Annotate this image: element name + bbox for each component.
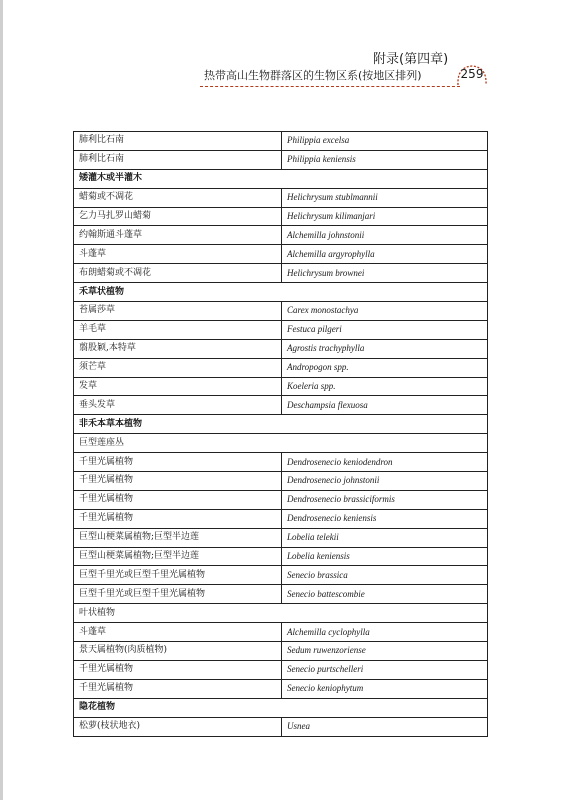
latin-name-cell: Andropogon spp. (282, 358, 488, 377)
latin-name-cell: Alchemilla argyrophylla (282, 245, 488, 264)
chinese-name-cell: 翦股颖,本特草 (74, 339, 282, 358)
chinese-name-cell: 巨型山梗菜属植物;巨型半边莲 (74, 547, 282, 566)
latin-name-cell: Dendrosenecio brassiciformis (282, 490, 488, 509)
table-row (74, 320, 488, 339)
table-row (74, 623, 488, 642)
latin-name-cell: Senecio keniophytum (282, 679, 488, 698)
table-row (74, 717, 488, 736)
latin-name-cell: Philippia keniensis (282, 150, 488, 169)
chinese-name-cell: 景天属植物(肉质植物) (74, 642, 282, 661)
chinese-name-cell: 发草 (74, 377, 282, 396)
page-number-badge (455, 63, 489, 91)
latin-name-cell: Sedum ruwenzoriense (282, 642, 488, 661)
latin-name-cell: Lobelia telekii (282, 528, 488, 547)
chinese-name-cell: 千里光属植物 (74, 679, 282, 698)
chinese-name-cell: 斗蓬草 (74, 623, 282, 642)
chinese-name-cell: 垂头发草 (74, 396, 282, 415)
latin-name-cell: Koeleria spp. (282, 377, 488, 396)
table-row (74, 226, 488, 245)
latin-name-cell: Lobelia keniensis (282, 547, 488, 566)
latin-name-cell: Senecio battescombie (282, 585, 488, 604)
table-row (74, 642, 488, 661)
latin-name-cell: Philippia excelsa (282, 132, 488, 151)
chinese-name-cell: 千里光属植物 (74, 453, 282, 472)
table-row (74, 528, 488, 547)
category-heading: 非禾本草本植物 (74, 415, 488, 434)
chinese-name-cell: 蜡菊或不凋花 (74, 188, 282, 207)
latin-name-cell: Festuca pilgeri (282, 320, 488, 339)
latin-name-cell: Helichrysum brownei (282, 264, 488, 283)
chinese-name-cell: 约翰斯通斗蓬草 (74, 226, 282, 245)
page-edge (0, 0, 3, 800)
chinese-name-cell: 肺利比石南 (74, 132, 282, 151)
table-row (74, 264, 488, 283)
chinese-name-cell: 肺利比石南 (74, 150, 282, 169)
chinese-name-cell: 乞力马扎罗山蜡菊 (74, 207, 282, 226)
page-number: 259 (460, 67, 484, 81)
table-row (74, 566, 488, 585)
table-row (74, 490, 488, 509)
table-row (74, 302, 488, 321)
chinese-name-cell: 苔属莎草 (74, 302, 282, 321)
table-row (74, 679, 488, 698)
table-row (74, 339, 488, 358)
latin-name-cell: Carex monostachya (282, 302, 488, 321)
latin-name-cell: Alchemilla johnstonii (282, 226, 488, 245)
chinese-name-cell: 巨型千里光或巨型千里光属植物 (74, 585, 282, 604)
table-row (74, 188, 488, 207)
header-rule (200, 86, 460, 87)
table-row (74, 377, 488, 396)
table-row (74, 547, 488, 566)
table-row (74, 660, 488, 679)
category-row (74, 415, 488, 434)
category-row (74, 283, 488, 302)
chapter-label: 附录(第四章) (373, 52, 449, 67)
latin-name-cell: Dendrosenecio keniensis (282, 509, 488, 528)
table-row (74, 472, 488, 491)
species-table-body (74, 132, 488, 737)
table-row (74, 585, 488, 604)
table-row (74, 453, 488, 472)
subcategory-heading: 叶状植物 (74, 604, 488, 623)
chinese-name-cell: 千里光属植物 (74, 490, 282, 509)
table-row (74, 358, 488, 377)
latin-name-cell: Alchemilla cyclophylla (282, 623, 488, 642)
chinese-name-cell: 布朗蜡菊或不凋花 (74, 264, 282, 283)
table-row (74, 509, 488, 528)
page-header (0, 0, 570, 100)
latin-name-cell: Dendrosenecio johnstonii (282, 472, 488, 491)
category-row (74, 698, 488, 717)
chinese-name-cell: 巨型山梗菜属植物;巨型半边莲 (74, 528, 282, 547)
species-table (73, 131, 488, 737)
latin-name-cell: Agrostis trachyphylla (282, 339, 488, 358)
latin-name-cell: Usnea (282, 717, 488, 736)
subcategory-heading: 巨型莲座丛 (74, 434, 488, 453)
category-heading: 矮灌木或半灌木 (74, 169, 488, 188)
chinese-name-cell: 松萝(枝状地衣) (74, 717, 282, 736)
latin-name-cell: Senecio purtschelleri (282, 660, 488, 679)
table-row (74, 132, 488, 151)
subcategory-row (74, 604, 488, 623)
chinese-name-cell: 羊毛草 (74, 320, 282, 339)
table-row (74, 207, 488, 226)
latin-name-cell: Helichrysum kilimanjari (282, 207, 488, 226)
latin-name-cell: Senecio brassica (282, 566, 488, 585)
chinese-name-cell: 千里光属植物 (74, 472, 282, 491)
running-title: 热带高山生物群落区的生物区系(按地区排列) (204, 69, 422, 82)
chinese-name-cell: 千里光属植物 (74, 660, 282, 679)
chinese-name-cell: 须芒草 (74, 358, 282, 377)
table-row (74, 245, 488, 264)
table-row (74, 396, 488, 415)
latin-name-cell: Deschampsia flexuosa (282, 396, 488, 415)
chinese-name-cell: 斗蓬草 (74, 245, 282, 264)
category-row (74, 169, 488, 188)
latin-name-cell: Dendrosenecio keniodendron (282, 453, 488, 472)
latin-name-cell: Helichrysum stublmannii (282, 188, 488, 207)
chinese-name-cell: 千里光属植物 (74, 509, 282, 528)
category-heading: 隐花植物 (74, 698, 488, 717)
chinese-name-cell: 巨型千里光或巨型千里光属植物 (74, 566, 282, 585)
table-row (74, 150, 488, 169)
category-heading: 禾草状植物 (74, 283, 488, 302)
subcategory-row (74, 434, 488, 453)
